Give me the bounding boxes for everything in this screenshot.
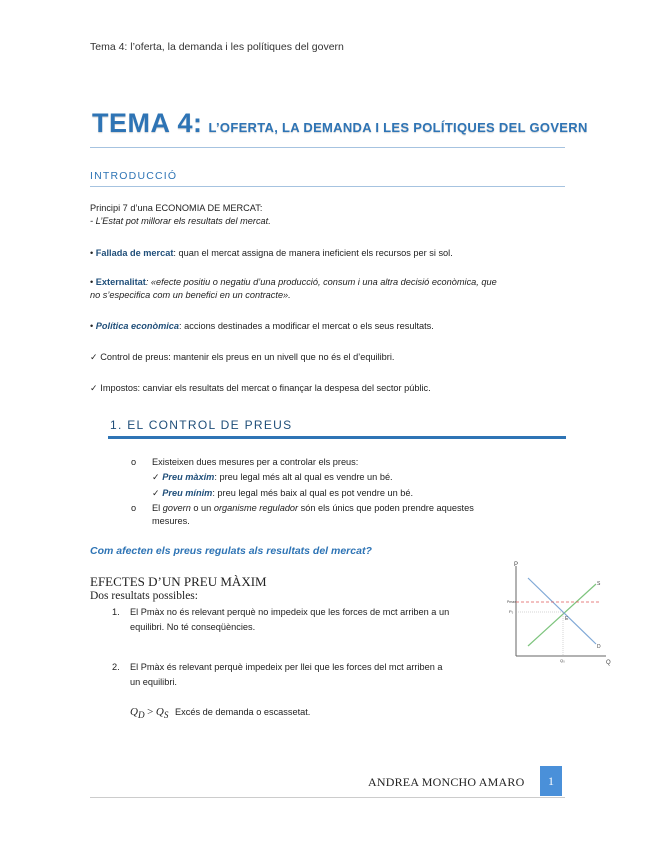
demand-label: D (597, 644, 601, 650)
check-icon: ✓ (152, 488, 160, 498)
excess-text: Excés de demanda o escassetat. (175, 707, 311, 717)
bullet: • (90, 248, 94, 258)
running-header: Tema 4: l’oferta, la demanda i les polítiques del govern (90, 41, 344, 53)
externalitat-term: Externalitat (95, 277, 146, 287)
supply-label: S (597, 581, 601, 587)
efectes-heading: EFECTES D’UN PREU MÀXIM (90, 574, 267, 589)
preu-minim-line (152, 487, 413, 500)
govern-text-b: o un (190, 503, 214, 513)
check-icon: ✓ (90, 352, 98, 362)
qd-qs-formula (130, 706, 310, 722)
politica-term: Política econòmica (95, 321, 180, 331)
intro-heading: INTRODUCCIÓ (90, 170, 178, 182)
bullet: • (90, 277, 94, 287)
efecte-1-line-1: El Pmàx no és relevant perquè no impedeix que les forces de mct arriben a un (130, 607, 450, 617)
list-number: 1. (112, 607, 120, 617)
control-preus-line (90, 351, 394, 364)
govern-text (152, 502, 474, 515)
govern-term: govern (162, 503, 191, 513)
demand-curve (528, 578, 596, 644)
list-number: 2. (112, 662, 120, 672)
pmax-label: Pmax (507, 600, 516, 604)
greater-than: > (147, 706, 154, 718)
politica-text: : accions destinades a modificar el mercat o els seus resultats. (179, 321, 434, 331)
govern-text-d: mesures. (152, 516, 190, 526)
fallada-term: Fallada de mercat (95, 248, 174, 258)
preu-maxim-text: : preu legal més alt al qual es vendre un bé. (214, 472, 393, 482)
govern-text-a: El (152, 503, 163, 513)
title-main: TEMA 4: (92, 108, 203, 138)
control-text: Control de preus: mantenir els preus en un nivell que no és el d’equilibri. (100, 352, 395, 362)
fallada-paragraph (90, 247, 453, 260)
qs-symbol: $Q_S$ (155, 706, 169, 721)
fallada-text: : quan el mercat assigna de manera ineficient els recursos per si sol. (173, 248, 453, 258)
equilibrium-label: E (565, 616, 569, 622)
p0-label: P₀ (509, 609, 514, 614)
preu-minim-term: Preu mínim (162, 488, 213, 498)
preu-minim-text: : preu legal més baix al qual es pot vendre un bé. (212, 488, 414, 498)
list-circle: o (131, 457, 137, 467)
politica-paragraph (90, 320, 434, 333)
section-1-rule (108, 436, 566, 439)
page-number: 1 (540, 766, 562, 796)
bullet: • (90, 321, 94, 331)
efectes-subheading: Dos resultats possibles: (90, 590, 198, 602)
principle-line-1: Principi 7 d’una ECONOMIA DE MERCAT: (90, 203, 263, 213)
externalitat-paragraph (90, 276, 497, 289)
check-icon: ✓ (90, 383, 98, 393)
intro-rule (90, 186, 565, 187)
supply-curve (528, 584, 596, 646)
efecte-2-line-1: El Pmàx és relevant perquè impedeix per llei que les forces del mct arriben a (130, 662, 443, 672)
preu-maxim-term: Preu màxim (162, 472, 215, 482)
check-icon: ✓ (152, 472, 160, 482)
title-sub: L’OFERTA, LA DEMANDA I LES POLÍTIQUES DEL GOVERN (208, 120, 588, 135)
govern-text-c: són els únics que poden prendre aquestes (298, 503, 474, 513)
principle-line-2: - L’Estat pot millorar els resultats del mercat. (90, 216, 271, 226)
page-title (92, 108, 588, 139)
question-heading: Com afecten els preus regulats als resultats del mercat? (90, 545, 372, 557)
impostos-line (90, 382, 431, 395)
x-axis-label: Q (606, 660, 611, 666)
qd-symbol: $Q_D$ (130, 706, 145, 721)
title-rule (90, 147, 565, 148)
organisme-term: organisme regulador (213, 503, 299, 513)
footer-rule (90, 797, 565, 798)
section-1-heading: 1. EL CONTROL DE PREUS (110, 418, 293, 432)
preu-maxim-line (152, 471, 393, 484)
measures-text: Existeixen dues mesures per a controlar els preus: (152, 457, 359, 467)
q0-label: Q₀ (560, 658, 565, 663)
efecte-2-line-2: un equilibri. (130, 677, 177, 687)
impostos-text: Impostos: canviar els resultats del mercat o finançar la despesa del sector públic. (100, 383, 431, 393)
externalitat-text-1: : «efecte positiu o negatiu d’una producció, consum i una altra decisió econòmica, que (145, 277, 497, 287)
price-ceiling-graph (506, 558, 616, 668)
footer-author: ANDREA MONCHO AMARO (368, 775, 525, 789)
y-axis-label: P (514, 562, 519, 568)
list-circle: o (131, 503, 137, 513)
externalitat-text-2: no s’especifica com un benefici en un contracte». (90, 290, 291, 300)
efecte-1-line-2: equilibri. No té conseqüències. (130, 622, 256, 632)
